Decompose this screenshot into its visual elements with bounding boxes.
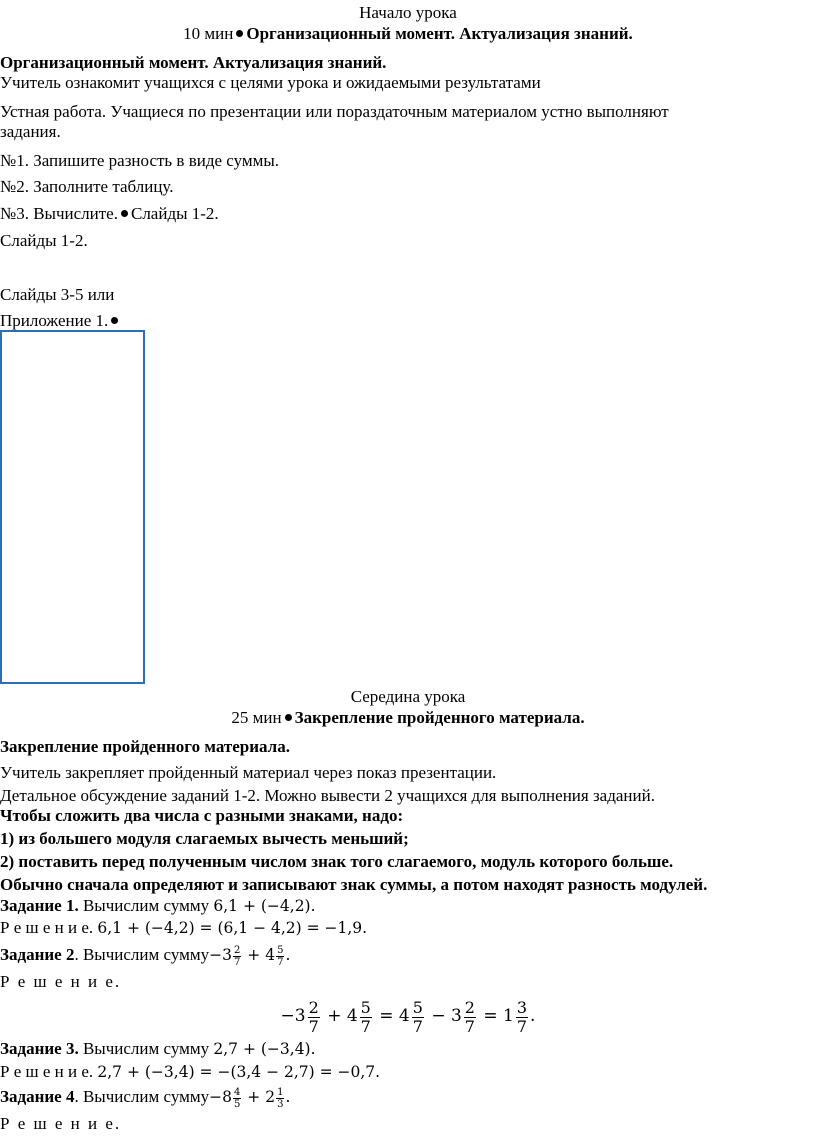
rule-item: 1) из большего модуля слагаемых вычесть меньший;: [0, 829, 409, 848]
time-label: 10 мин: [183, 24, 234, 43]
rule-item: 2) поставить перед полученным числом знак того слагаемого, модуль которого больше.: [0, 852, 674, 871]
bullet-icon: [285, 714, 292, 721]
fraction: $\frac{2}{7}$: [308, 998, 319, 1036]
section-heading-start: Начало урока: [359, 3, 457, 22]
time-title: Закрепление пройденного материала.: [294, 708, 585, 727]
task-3-solution: Р е ш е н и е. 2,7 + (−3,4) = −(3,4 − 2,7) = −0,7.: [0, 1062, 381, 1081]
task-4: Задание 4. Вычислим сумму−8 $\frac{4}{5}$ + 2 $\frac{1}{3}$ .: [0, 1086, 291, 1110]
bullet-icon: [111, 317, 118, 324]
bullet-icon: [121, 210, 128, 217]
fraction: $\frac{5}{7}$: [360, 998, 371, 1036]
solution-label: Р е ш е н и е.: [0, 972, 122, 991]
content-title: Закрепление пройденного материала.: [0, 737, 290, 756]
paragraph: задания.: [0, 122, 61, 141]
slides-ref: Слайды 3-5 или: [0, 285, 115, 304]
image-placeholder-frame: [0, 330, 145, 684]
task-item: №3. Вычислите. Слайды 1-2.: [0, 204, 219, 223]
fraction: $\frac{1}{3}$: [277, 1086, 284, 1110]
rule-item: Обычно сначала определяют и записывают знак суммы, а потом находят разность модулей.: [0, 875, 708, 894]
fraction: $\frac{5}{7}$: [412, 998, 423, 1036]
paragraph: Устная работа. Учащиеся по презентации или пораздаточным материалом устно выполняют: [0, 102, 669, 121]
fraction: $\frac{3}{7}$: [516, 998, 528, 1036]
task-2: Задание 2. Вычислим сумму−3 $\frac{2}{7}$ + 4 $\frac{5}{7}$ .: [0, 944, 291, 968]
paragraph: Учитель закрепляет пройденный материал через показ презентации.: [0, 763, 497, 782]
task-1: Задание 1. Вычислим сумму 6,1 + (−4,2).: [0, 896, 316, 915]
task-1-solution: Р е ш е н и е. 6,1 + (−4,2) = (6,1 − 4,2) = −1,9.: [0, 918, 368, 937]
time-label: 25 мин: [231, 708, 282, 727]
time-title: Организационный момент. Актуализация знаний.: [246, 24, 633, 43]
paragraph: Учитель ознакомит учащихся с целями урока и ожидаемыми результатами: [0, 73, 541, 92]
task-3: Задание 3. Вычислим сумму 2,7 + (−3,4).: [0, 1039, 316, 1058]
task-item: №2. Заполните таблицу.: [0, 177, 174, 196]
fraction: $\frac{5}{7}$: [277, 944, 284, 968]
paragraph: Детальное обсуждение заданий 1-2. Можно вывести 2 учащихся для выполнения заданий.: [0, 786, 655, 805]
fraction: $\frac{4}{5}$: [233, 1086, 241, 1110]
section-heading-middle: Середина урока: [350, 687, 466, 706]
fraction: $\frac{2}{7}$: [464, 998, 475, 1036]
appendix-ref: Приложение 1.: [0, 311, 121, 331]
content-title: Организационный момент. Актуализация знаний.: [0, 53, 387, 72]
bullet-icon: [236, 30, 243, 37]
rule-title: Чтобы сложить два числа с разными знаками, надо:: [0, 806, 404, 825]
task-2-solution-formula: −3 $\frac{2}{7}$ + 4 $\frac{5}{7}$ = 4 $\frac{5}{7}$ − 3 $\frac{2}{7}$ = 1 $\frac{3}{7}$ .: [280, 998, 536, 1036]
fraction: $\frac{2}{7}$: [233, 944, 241, 968]
solution-label: Р е ш е н и е.: [0, 1114, 122, 1133]
task-item: №1. Запишите разность в виде суммы.: [0, 151, 280, 170]
section-time-line: [0, 708, 816, 728]
slides-ref: Слайды 1-2.: [0, 231, 88, 250]
section-time-line: [0, 24, 816, 44]
